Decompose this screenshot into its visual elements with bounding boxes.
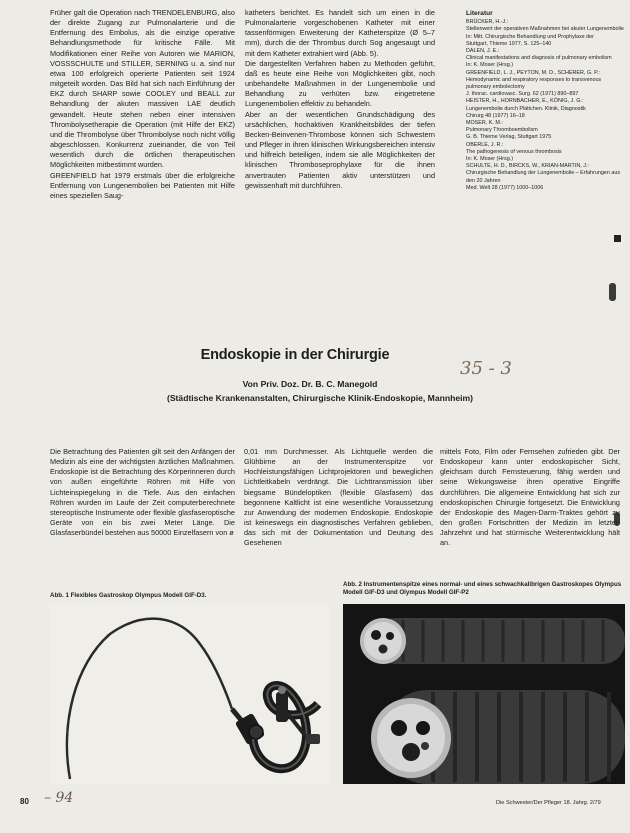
bottom-middle-column [244, 447, 433, 569]
literature-entry: GREENFIELD, L. J., PEYTON, M. D., SCHERER, G. P.: [466, 69, 600, 76]
literature-items [466, 19, 626, 192]
literature-entry: J. thorac. cardiovasc. Surg. 62 (1971) 890–897 [466, 91, 579, 98]
instrument-tips-photo [343, 604, 625, 784]
literature-entry: DALEN, J. E.: [466, 48, 500, 55]
bottom-left-column [50, 447, 235, 569]
paragraph: 0,01 mm Durchmesser. Als Lichtquelle werden die Glühbirne an der Instrumentenspitze vor Hochleistungsfähigen Lichtprojektoren und beweglichen Lichtleitkabeln verdrängt. Die Lichttransmission über biegsame Bündeloptiken (flexible Glasfasern) das begonnene Kaltlicht ist eine wesentliche Voraussetzung zur Anwendung der modernen Endoskopie. Endoskopie ist keineswegs ein diagnostisches Verfahren geblieben, das sich mit der Dokumentation und Deutung des Gesehenen [244, 447, 433, 548]
article-author: Von Priv. Doz. Dr. B. C. Manegold [242, 379, 378, 389]
paragraph: Früher galt die Operation nach TRENDELENBURG, also der direkte Zugang zur Pulmonalarterie und die Entfernung des Embolus, als die einzige operative Behandlungsmethode für kritische Fälle. Mit Modifikationen einer Reihe von Autoren wie MARION, VOSSSCHULTE und STILLER, SERNING u. a. sind nur etwa 100 erfolgreich operierte Patienten seit 1924 mitgeteilt worden. Das Bild hat sich nach Einführung der EKZ durch SHARP sowie COOLEY und BEALL zur Behandlung der akuten massiven LAE deutlich gewandelt. Heute stehen neben einer intensiven Thrombolysetherapie die Operation (mit Hilfe der EKZ) und die Thrombolyse über Thrombolyse noch nicht völlig abgeschlossen. Konkurrenz zueinander, die von Teil wesentlich durch die örtlichen therapeutischen Möglichkeiten mitbestimmt wurden. [50, 8, 235, 170]
paragraph: Die Betrachtung des Patienten gilt seit den Anfängen der Medizin als eine der wichtigsten ärztlichen Maßnahmen. Endoskopie ist die Betrachtung des Körperinneren durch von außen eingeführte Röhren mit Hilfe von Lichteinspiegelung in die Tiefe. Aus den einfachen Röhren wurden im Laufe der Zeit computerberechnete stereoptische Instrumente oder flexible glasfaseroptische Geräte von ein bis zwei Meter Länge. Die Glasfaserbündel bestehen aus 50000 Einzelfasern von ø [50, 447, 235, 538]
gastroscope-drawing [50, 604, 330, 784]
page-number: 80 [20, 797, 29, 806]
literature-entry: BRÜCKER, H.-J.: [466, 19, 509, 26]
literature-entry: The pathogenesis of venous thrombosis [466, 148, 562, 155]
literature-entry: G. B. Thieme Verlag, Stuttgart 1975 [466, 134, 552, 141]
literature-entry: MOSER, K. M.: [466, 120, 503, 127]
literature-entry: OBERLE, J. R.: [466, 141, 504, 148]
literature-entry: Stuttgart, Thieme 1977, S. 125–140 [466, 40, 552, 47]
top-middle-column [245, 8, 435, 258]
paragraph: katheters berichtet. Es handelt sich um einen in die Pulmonalarterie vorgeschobenen Katheter mit einer tassenförmigen Erweiterung der Katheterspitze (Ø 5–7 mm), durch die der Thrombus durch Sog angesaugt und mit dem Katheter extrahiert wird (Abb. 5). [245, 8, 435, 58]
literature-entry: Chirurg 48 (1977) 16–18 [466, 112, 525, 119]
paragraph: Die dargestellten Verfahren haben zu Methoden geführt, daß es heute eine Reihe von Möglichkeiten gibt, noch unbehandelte Maßnahmen in der Lungenembolie und Behandlung zu verhüten bzw. eingetretene Lungenembolien effektiv zu behandeln. [245, 58, 435, 109]
journal-footer: Die Schwester/Der Pfleger 18. Jahrg. 2/79 [496, 800, 601, 806]
figure-1-gastroscope-image [50, 604, 330, 784]
article-title: Endoskopie in der Chirurgie [200, 347, 390, 363]
handwritten-page-note: – 94 [44, 790, 74, 806]
article-institution: (Städtische Krankenanstalten, Chirurgische Klinik-Endoskopie, Mannheim) [166, 393, 474, 403]
top-left-column [50, 8, 235, 258]
figure-1-caption: Abb. 1 Flexibles Gastroskop Olympus Modell GIF-D3. [50, 592, 207, 599]
literature-heading: Literatur [466, 10, 493, 17]
literature-entry: Stellenwert der operativen Maßnahmen bei akuter Lungenembolie [466, 26, 624, 33]
literature-entry: In: K. Moser (Hrsg.) [466, 156, 514, 163]
paragraph: GREENFIELD hat 1979 erstmals über die erfolgreiche Entfernung von Lungenembolien bei Patienten mit Hilfe eines speziellen Saug- [50, 170, 235, 200]
paragraph: mittels Foto, Film oder Fernsehen zufrieden gibt. Der Endoskopeur kann unter endoskopischer Sicht, gleichsam durch Fernsteuerung, fähig werden und seine Wirkungsweise ihren operative Eingriffe durchführen. Die allgemeine Entwicklung hat sich zur endoskopischen Chirurgie fortgesetzt. Die Entwicklung der Endoskopie des Magen-Darm-Traktes gehört zu den großen Fortschritten der Medizin im letzten Jahrzehnt und hat stürmische Weiterentwicklung hält an. [440, 447, 620, 548]
figure-2-caption: Abb. 2 Instrumentenspitze eines normal- und eines schwachkalibrigen Gastroskopes Olympus Modell GIF-D3 und Olympus Modell GIF-P2 [343, 581, 622, 596]
figure-2-instrument-tips-image [343, 604, 625, 784]
paragraph: Aber an der wesentlichen Grundschädigung des ursächlichen, hochaktiven Krankheitsbildes der tiefen Becken-Beinvenen-Thrombose können sich Schwestern und Pfleger in ihren klinischen Wirkungsbereichen intensiv und hilfreich beteiligen, indem sie alle Möglichkeiten der klinischen Thromboseprophylaxe für die ihnen anvertrauten Patienten aktiv unterstützen und gewissenhaft mit durchführen. [245, 109, 435, 190]
page-edge-mark [609, 283, 616, 301]
bottom-right-column [440, 447, 620, 569]
literature-entry: Med. Welt 28 (1977) 1000–1006 [466, 184, 544, 191]
end-of-article-square [614, 235, 621, 242]
literature-list [466, 10, 626, 256]
literature-entry: Clinical manifestations and diagnosis of pulmonary embolism [466, 55, 612, 62]
literature-entry: In: K. Moser (Hrsg.) [466, 62, 514, 69]
literature-entry: In: Mitt. Chirurgische Behandlung und Prophylaxe der [466, 33, 594, 40]
literature-entry: Pulmonary Thromboembolism [466, 127, 538, 134]
literature-entry: HEISTER, H., HORNBACHER, E., KÖNIG, J. G.: [466, 98, 584, 105]
literature-entry: Lungenembolie durch Plättchen. Klinik, Diagnostik [466, 105, 586, 112]
literature-entry: Chirurgische Behandlung der Lungenembolie – Erfahrungen aus den 20 Jahren [466, 170, 621, 184]
handwritten-note: 35 - 3 [460, 358, 512, 379]
literature-entry: Hemodynamic and respiratory responses to transvenous pulmonary embolectomy [466, 76, 602, 91]
literature-entry: SCHULTE, H. D., BIRCKS, W., KRIAN-MARTIN, J.: [466, 163, 589, 170]
